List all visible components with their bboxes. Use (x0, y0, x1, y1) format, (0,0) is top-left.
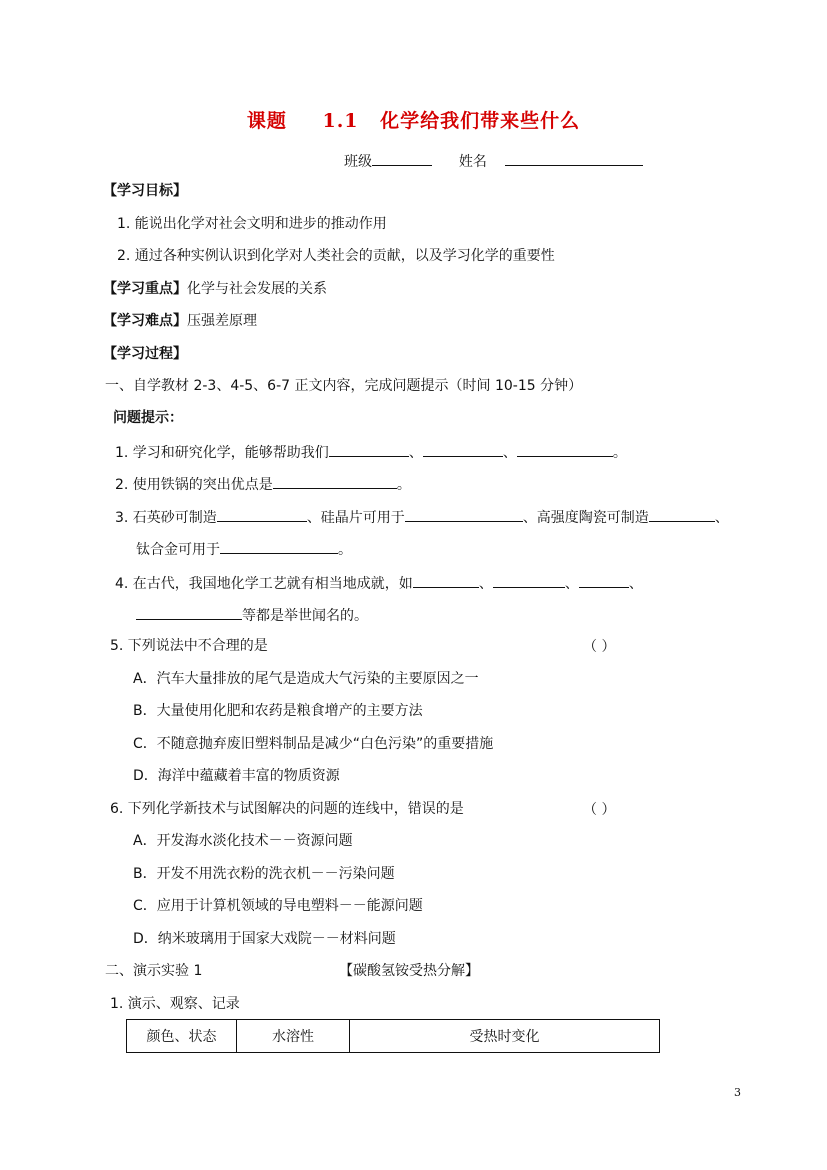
key-point-text: 化学与社会发展的关系 (187, 281, 327, 297)
table-header-heating-change: 受热时变化 (350, 1020, 660, 1053)
question-5-stem: 5. 下列说法中不合理的是 (110, 638, 268, 654)
question-1 (115, 441, 627, 463)
class-label: 班级 (344, 154, 372, 170)
question-4-suffix: 等都是举世闻名的。 (242, 608, 368, 624)
question-2-prefix: 2. 使用铁锅的突出优点是 (115, 477, 273, 493)
page-title (0, 106, 827, 133)
table-header-color-state: 颜色、状态 (127, 1020, 237, 1053)
observation-table (126, 1019, 660, 1053)
section-2-label: 二、演示实验 1 (105, 963, 203, 979)
objective-item-2: 2. 通过各种实例认识到化学对人类社会的贡献，以及学习化学的重要性 (117, 248, 555, 264)
question-4-blank-3[interactable] (579, 572, 629, 588)
separator: 、 (714, 510, 729, 526)
question-3-line-2 (136, 538, 352, 560)
table-header-solubility: 水溶性 (237, 1020, 350, 1053)
key-point-label: 【学习重点】 (103, 281, 187, 297)
objectives-heading: 【学习目标】 (103, 183, 187, 199)
question-4 (115, 572, 643, 594)
question-6-answer-paren[interactable]: （ ） (583, 802, 616, 818)
class-blank[interactable] (372, 150, 432, 166)
difficulty-label: 【学习难点】 (103, 313, 187, 329)
question-3-mid-2: 、高强度陶瓷可制造 (522, 510, 649, 526)
separator: 、 (502, 445, 517, 461)
question-3-blank-2[interactable] (405, 506, 523, 522)
name-label: 姓名 (458, 154, 487, 170)
question-3-blank-1[interactable] (217, 506, 307, 522)
title-part-number: 1.1 (322, 110, 359, 132)
question-5-option-b: B．大量使用化肥和农药是粮食增产的主要方法 (133, 703, 423, 719)
question-2-blank[interactable] (273, 473, 397, 489)
separator: 、 (478, 576, 493, 592)
difficulty-text: 压强差原理 (187, 313, 257, 329)
question-6-option-c: C．应用于计算机领域的导电塑料－－能源问题 (133, 898, 423, 914)
difficulty-row (103, 311, 257, 331)
question-4-prefix: 4. 在古代，我国地化学工艺就有相当地成就，如 (115, 576, 413, 592)
question-3-mid-1: 、硅晶片可用于 (306, 510, 405, 526)
question-3-line-2-prefix: 钛合金可用于 (136, 542, 220, 558)
separator: 、 (564, 576, 579, 592)
question-4-blank-1[interactable] (413, 572, 479, 588)
period: 。 (338, 542, 352, 558)
title-part-topic: 化学给我们带来些什么 (380, 110, 581, 132)
table-header-row (127, 1020, 660, 1053)
question-6-option-b: B．开发不用洗衣粉的洗衣机－－污染问题 (133, 866, 395, 882)
hint-heading: 问题提示： (113, 410, 183, 426)
separator: 、 (628, 576, 643, 592)
section-1-instruction: 一、自学教材 2-3、4-5、6-7 正文内容，完成问题提示（时间 10-15 分钟） (105, 378, 583, 394)
objective-item-1: 1. 能说出化学对社会文明和进步的推动作用 (117, 216, 387, 232)
question-3 (115, 506, 729, 528)
question-3-blank-4[interactable] (220, 538, 338, 554)
question-3-prefix: 3. 石英砂可制造 (115, 510, 217, 526)
step-1-label: 1. 演示、观察、记录 (110, 996, 240, 1012)
key-point-row (103, 279, 327, 299)
separator: 、 (408, 445, 423, 461)
process-heading: 【学习过程】 (103, 346, 187, 362)
section-2-topic: 【碳酸氢铵受热分解】 (339, 963, 479, 979)
question-3-blank-3[interactable] (649, 506, 715, 522)
page-number: 3 (734, 1086, 741, 1099)
period: 。 (612, 445, 627, 461)
question-5-option-c: C．不随意抛弃废旧塑料制品是减少“白色污染”的重要措施 (133, 736, 494, 752)
question-4-line-2 (136, 604, 368, 626)
period: 。 (396, 477, 411, 493)
question-1-blank-2[interactable] (423, 441, 503, 457)
question-2 (115, 473, 411, 495)
question-1-blank-3[interactable] (517, 441, 613, 457)
question-4-blank-2[interactable] (493, 572, 565, 588)
question-1-prefix: 1. 学习和研究化学，能够帮助我们 (115, 445, 329, 461)
class-name-row (344, 150, 643, 172)
question-4-blank-4[interactable] (136, 604, 242, 620)
question-5-option-d: D．海洋中蕴藏着丰富的物质资源 (133, 768, 340, 784)
question-6-option-d: D．纳米玻璃用于国家大戏院－－材料问题 (133, 931, 396, 947)
name-blank[interactable] (505, 150, 643, 166)
title-part-lesson: 课题 (246, 110, 287, 132)
question-1-blank-1[interactable] (329, 441, 409, 457)
question-5-option-a: A．汽车大量排放的尾气是造成大气污染的主要原因之一 (133, 671, 479, 687)
question-5-answer-paren[interactable]: （ ） (583, 639, 616, 655)
question-6-option-a: A．开发海水淡化技术－－资源问题 (133, 833, 353, 849)
question-6-stem: 6. 下列化学新技术与试图解决的问题的连线中，错误的是 (110, 801, 464, 817)
